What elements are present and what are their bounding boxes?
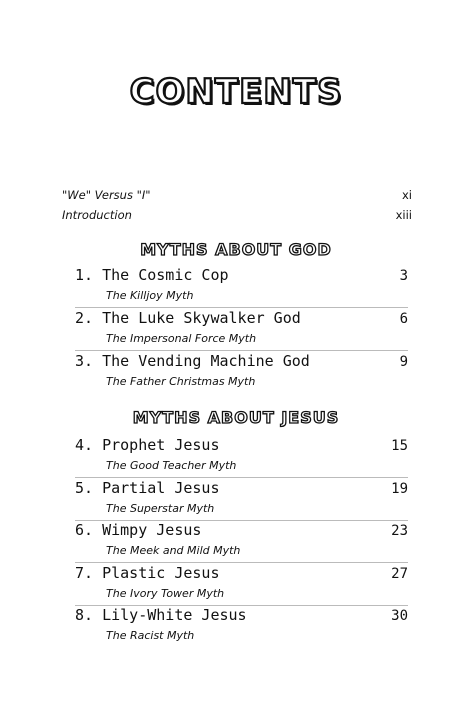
entry-title: 2. The Luke Skywalker God: [75, 309, 301, 327]
entry-divider: [75, 477, 408, 478]
entry-page: 15: [391, 438, 408, 454]
entry-page: 27: [391, 566, 408, 582]
entry-subtitle: The Ivory Tower Myth: [106, 587, 225, 600]
entry-title: 3. The Vending Machine God: [75, 352, 310, 370]
toc-entry[interactable]: [75, 606, 408, 642]
toc-entry[interactable]: [75, 266, 408, 302]
front-matter-page: xi: [401, 188, 412, 202]
front-matter-item[interactable]: [62, 188, 412, 202]
section-heading-jesus: MYTHS ABOUT JESUS: [132, 408, 340, 427]
entry-title: 8. Lily-White Jesus: [75, 606, 247, 624]
toc-entry[interactable]: [75, 521, 408, 557]
entry-title: 4. Prophet Jesus: [75, 436, 220, 454]
entry-page: 9: [399, 354, 408, 370]
toc-entry[interactable]: [75, 564, 408, 600]
entry-subtitle: The Good Teacher Myth: [106, 459, 237, 472]
entry-page: 3: [399, 268, 408, 284]
entry-title: 5. Partial Jesus: [75, 479, 220, 497]
toc-entry[interactable]: [75, 436, 408, 472]
entry-subtitle: The Killjoy Myth: [106, 289, 194, 302]
section-heading-god: MYTHS ABOUT GOD: [140, 240, 332, 259]
page-title: CONTENTS: [129, 72, 343, 112]
front-matter-title: "We" Versus "I": [62, 188, 151, 202]
entry-divider: [75, 307, 408, 308]
front-matter-title: Introduction: [62, 208, 132, 222]
entry-title: 6. Wimpy Jesus: [75, 521, 202, 539]
entry-title: 1. The Cosmic Cop: [75, 266, 229, 284]
front-matter-page: xiii: [395, 208, 412, 222]
entry-subtitle: The Superstar Myth: [106, 502, 215, 515]
entry-subtitle: The Impersonal Force Myth: [106, 332, 257, 345]
entry-subtitle: The Racist Myth: [106, 629, 195, 642]
entry-divider: [75, 350, 408, 351]
entry-page: 30: [391, 608, 408, 624]
entry-page: 6: [399, 311, 408, 327]
front-matter-item[interactable]: [62, 208, 412, 222]
toc-entry[interactable]: [75, 352, 408, 388]
toc-entry[interactable]: [75, 479, 408, 515]
entry-page: 19: [391, 481, 408, 497]
entry-subtitle: The Meek and Mild Myth: [106, 544, 241, 557]
entry-page: 23: [391, 523, 408, 539]
entry-subtitle: The Father Christmas Myth: [106, 375, 256, 388]
entry-title: 7. Plastic Jesus: [75, 564, 220, 582]
toc-entry[interactable]: [75, 309, 408, 345]
entry-divider: [75, 562, 408, 563]
